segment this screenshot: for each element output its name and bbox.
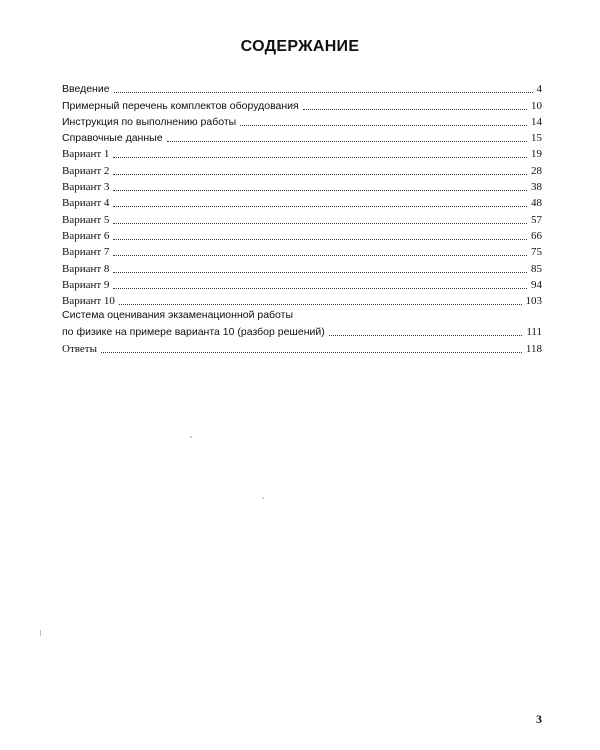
toc-entry-variant-3[interactable]	[62, 178, 542, 194]
dot-leader	[113, 288, 527, 289]
table-of-contents	[62, 80, 542, 356]
scan-speck	[190, 436, 192, 438]
toc-entry-answers[interactable]	[62, 339, 542, 355]
toc-entry-variant-7[interactable]	[62, 243, 542, 259]
toc-entry-page: 4	[536, 83, 542, 96]
dot-leader	[329, 335, 523, 336]
dot-leader	[303, 109, 527, 110]
toc-entry-label-line-2: по физике на примере варианта 10 (разбор решений)	[62, 326, 325, 339]
toc-entry-reference-data[interactable]	[62, 129, 542, 145]
toc-entry-label: Справочные данные	[62, 132, 163, 145]
toc-entry-label: Вариант 7	[62, 246, 110, 259]
toc-entry-page: 75	[531, 246, 542, 259]
dot-leader	[167, 141, 527, 142]
toc-entry-label: Вариант 5	[62, 213, 110, 226]
dot-leader	[113, 255, 527, 256]
toc-entry-label: Вариант 2	[62, 164, 110, 177]
toc-entry-label: Примерный перечень комплектов оборудования	[62, 99, 299, 112]
dot-leader	[113, 190, 527, 191]
toc-entry-variant-10[interactable]	[62, 292, 542, 308]
toc-entry-label: Вариант 4	[62, 197, 110, 210]
dot-leader	[113, 223, 527, 224]
toc-entry-variant-4[interactable]	[62, 194, 542, 210]
toc-entry-page: 28	[531, 164, 542, 177]
dot-leader	[119, 304, 522, 305]
toc-entry-page: 38	[531, 181, 542, 194]
toc-entry-page: 10	[531, 99, 542, 112]
dot-leader	[113, 206, 527, 207]
toc-entry-label: Вариант 10	[62, 295, 115, 308]
toc-entry-page: 118	[525, 342, 542, 355]
toc-entry-variant-5[interactable]	[62, 210, 542, 226]
toc-entry-variant-1[interactable]	[62, 145, 542, 161]
toc-entry-page: 48	[531, 197, 542, 210]
dot-leader	[101, 352, 522, 353]
dot-leader	[113, 157, 527, 158]
scan-speck	[40, 630, 41, 636]
toc-entry-label: Вариант 1	[62, 148, 110, 161]
toc-entry-label-line-1: Система оценивания экзаменационной работы	[62, 309, 294, 322]
toc-entry-page: 111	[526, 326, 542, 339]
toc-entry-page: 14	[531, 115, 542, 128]
toc-entry-variant-8[interactable]	[62, 259, 542, 275]
toc-entry-variant-2[interactable]	[62, 161, 542, 177]
toc-entry-variant-9[interactable]	[62, 276, 542, 292]
dot-leader	[113, 272, 527, 273]
dot-leader	[240, 125, 527, 126]
toc-entry-label: Ответы	[62, 342, 97, 355]
toc-entry-page: 57	[531, 213, 542, 226]
dot-leader	[113, 174, 527, 175]
scan-speck	[262, 497, 264, 499]
page-number: 3	[536, 712, 542, 726]
toc-entry-label: Вариант 6	[62, 229, 110, 242]
toc-entry-page: 15	[531, 132, 542, 145]
toc-entry-page: 85	[531, 262, 542, 275]
toc-entry-page: 66	[531, 229, 542, 242]
toc-entry-page: 19	[531, 148, 542, 161]
toc-entry-page: 94	[531, 278, 542, 291]
toc-entry-page: 103	[525, 295, 542, 308]
dot-leader	[113, 239, 527, 240]
dot-leader	[114, 92, 533, 93]
toc-entry-label: Вариант 8	[62, 262, 110, 275]
toc-entry-variant-6[interactable]	[62, 227, 542, 243]
page-title: СОДЕРЖАНИЕ	[240, 38, 360, 55]
toc-entry-label: Инструкция по выполнению работы	[62, 115, 237, 128]
toc-entry-label: Введение	[62, 83, 110, 96]
toc-entry-label: Вариант 9	[62, 278, 110, 291]
toc-entry-introduction[interactable]	[62, 80, 542, 96]
toc-entry-label: Вариант 3	[62, 181, 110, 194]
toc-entry-equipment[interactable]	[62, 96, 542, 112]
toc-entry-instructions[interactable]	[62, 113, 542, 129]
toc-entry-grading-system[interactable]	[62, 309, 542, 339]
